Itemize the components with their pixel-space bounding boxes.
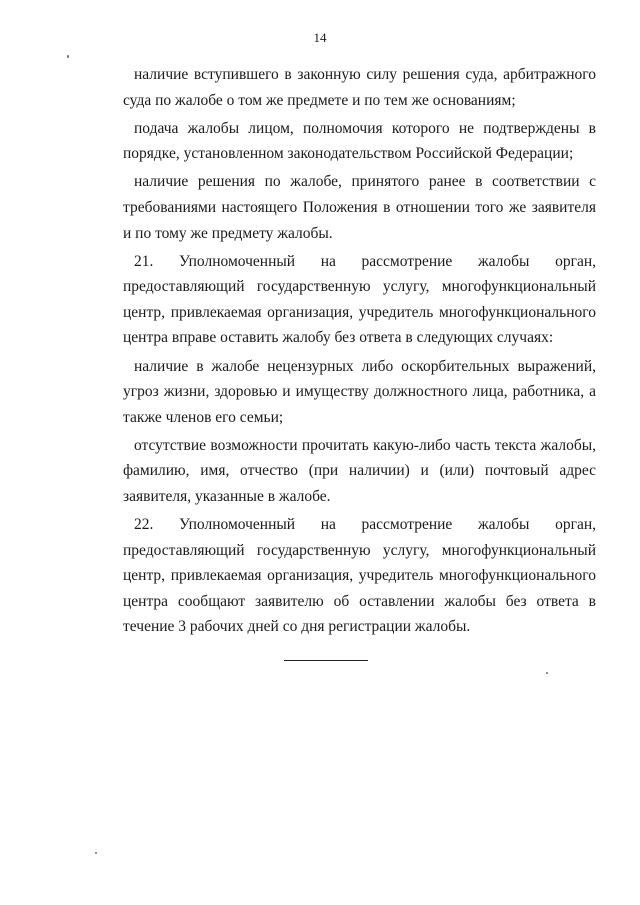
paragraph-court-decision: наличие вступившего в законную силу решения суда, арбитражного суда по жалобе о том же предмете и по тем же основаниям; bbox=[123, 66, 596, 109]
paragraph-obscene-content: наличие в жалобе нецензурных либо оскорбительных выражений, угроз жизни, здоровью и имуществу должностного лица, работника, а также членов его семьи; bbox=[123, 357, 596, 426]
paragraph-clause-22: 22. Уполномоченный на рассмотрение жалобы орган, предоставляющий государственную услугу, многофункциональный центр, привлекаемая организация, учредитель многофункционального центра сообщают заявителю об оставлении жалобы без ответа в течение 3 рабочих дней со дня регистрации жалобы. bbox=[123, 516, 596, 636]
scan-speck bbox=[67, 55, 69, 58]
paragraph-clause-21: 21. Уполномоченный на рассмотрение жалобы орган, предоставляющий государственную услугу, многофункциональный центр, привлекаемая организация, учредитель многофункционального центра вправе оставить жалобу без ответа в следующих случаях: bbox=[123, 252, 596, 347]
paragraph-unreadable-text: отсутствие возможности прочитать какую-либо часть текста жалобы, фамилию, имя, отчество (при наличии) и (или) почтовый адрес заявителя, указанные в жалобе. bbox=[123, 436, 596, 505]
paragraph-prior-decision: наличие решения по жалобе, принятого ранее в соответствии с требованиями настоящего Положения в отношении того же заявителя и по тому же предмету жалобы. bbox=[123, 173, 596, 242]
document-body bbox=[123, 62, 596, 643]
end-of-text-rule bbox=[284, 660, 368, 661]
paragraph-unconfirmed-authority: подача жалобы лицом, полномочия которого не подтверждены в порядке, установленном законодательством Российской Федерации; bbox=[123, 119, 596, 163]
scan-speck bbox=[95, 852, 97, 854]
page-number: 14 bbox=[313, 30, 327, 45]
scan-speck bbox=[546, 672, 548, 674]
